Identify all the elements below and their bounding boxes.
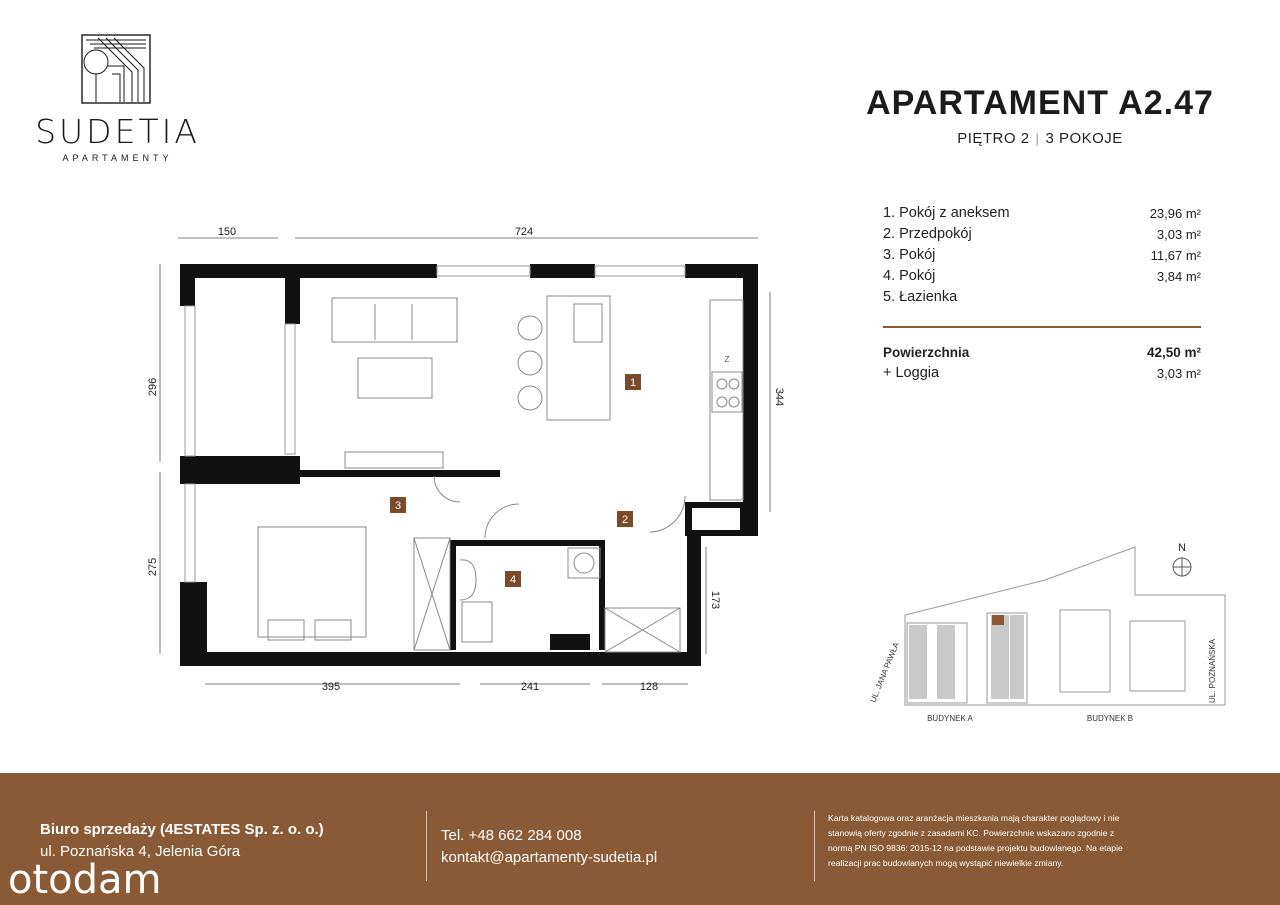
room-label: 3. Pokój bbox=[883, 247, 936, 263]
brand-name: SUDETIA bbox=[35, 112, 200, 151]
room-area: 3,03 m² bbox=[1156, 227, 1201, 242]
building-a-label: BUDYNEK A bbox=[927, 714, 973, 723]
disclaimer-line: Karta katalogowa oraz aranżacja mieszkania mają charakter poglądowy i nie bbox=[828, 813, 1120, 823]
divider-line bbox=[426, 811, 427, 881]
room-area: 23,96 m² bbox=[1149, 206, 1201, 221]
room-row bbox=[883, 245, 1201, 266]
disclaimer-line: stanowią oferty zgodnie z zasadami KC. Powierzchnie wskazano zgodnie z bbox=[828, 828, 1115, 838]
separator: | bbox=[1035, 131, 1040, 146]
email-link[interactable]: kontakt@apartamenty-sudetia.pl bbox=[441, 849, 658, 866]
loggia-value: 3,03 m² bbox=[1156, 366, 1201, 381]
room-marker-label: 1 bbox=[629, 377, 637, 389]
room-row bbox=[883, 203, 1201, 224]
divider-line bbox=[814, 811, 815, 881]
fridge-label: Z bbox=[724, 355, 730, 364]
room-area: 3,84 m² bbox=[1156, 269, 1201, 284]
street-label: UL. POZNAŃSKA bbox=[1208, 638, 1217, 703]
dimension-label: 344 bbox=[773, 387, 785, 407]
site-plan bbox=[845, 535, 1235, 740]
floor-plan bbox=[147, 222, 790, 702]
brand-tagline: APARTAMENTY bbox=[62, 153, 173, 163]
room-label: 1. Pokój z aneksem bbox=[883, 205, 1010, 221]
dimension-label: 724 bbox=[514, 226, 534, 238]
dimension-label: 241 bbox=[520, 681, 540, 693]
street-label: UL. JANA PAWŁA bbox=[868, 641, 901, 704]
dimension-label: 173 bbox=[709, 590, 721, 610]
total-area-label: Powierzchnia bbox=[883, 345, 970, 360]
dimension-label: 395 bbox=[321, 681, 341, 693]
room-label: 5. Łazienka bbox=[883, 289, 958, 305]
room-row bbox=[883, 224, 1201, 245]
room-row bbox=[883, 266, 1201, 287]
phone-number[interactable]: Tel. +48 662 284 008 bbox=[441, 827, 582, 844]
room-row bbox=[883, 287, 1201, 308]
loggia-row bbox=[883, 363, 1201, 384]
otodom-watermark: otodam bbox=[8, 857, 162, 903]
building-b-label: BUDYNEK B bbox=[1086, 714, 1134, 723]
dimension-label: 128 bbox=[639, 681, 659, 693]
office-address: ul. Poznańska 4, Jelenia Góra bbox=[40, 843, 241, 860]
room-area: 11,67 m² bbox=[1150, 248, 1201, 263]
room-label: 4. Pokój bbox=[883, 268, 936, 284]
dimension-label: 296 bbox=[147, 377, 159, 397]
area-totals bbox=[883, 342, 1201, 384]
north-label: N bbox=[1178, 542, 1186, 554]
room-marker-label: 4 bbox=[509, 574, 517, 586]
room-label: 2. Przedpokój bbox=[883, 226, 972, 242]
rooms-count: 3 POKOJE bbox=[1045, 130, 1123, 147]
footer bbox=[0, 773, 1280, 905]
total-area-value: 42,50 m² bbox=[1146, 345, 1201, 360]
room-list bbox=[883, 203, 1201, 308]
disclaimer-line: realizacji prac budowlanych mogą wystąpić niewielkie zmiany. bbox=[828, 858, 1064, 868]
dimension-label: 150 bbox=[217, 226, 237, 238]
apartment-title: APARTAMENT A2.47 bbox=[866, 84, 1214, 122]
disclaimer bbox=[828, 811, 1208, 871]
total-area-row bbox=[883, 342, 1201, 363]
floor-label: PIĘTRO 2 bbox=[957, 130, 1030, 147]
apartment-subtitle bbox=[840, 130, 1240, 147]
room-marker-label: 3 bbox=[394, 500, 402, 512]
divider-line bbox=[883, 326, 1201, 328]
dimension-label: 275 bbox=[147, 557, 159, 577]
office-title: Biuro sprzedaży (4ESTATES Sp. z. o. o.) bbox=[40, 821, 324, 838]
room-marker-label: 2 bbox=[621, 514, 629, 526]
loggia-label: + Loggia bbox=[883, 365, 940, 381]
disclaimer-line: normą PN ISO 9836: 2015-12 na podstawie projektu budowlanego. Na etapie bbox=[828, 843, 1123, 853]
